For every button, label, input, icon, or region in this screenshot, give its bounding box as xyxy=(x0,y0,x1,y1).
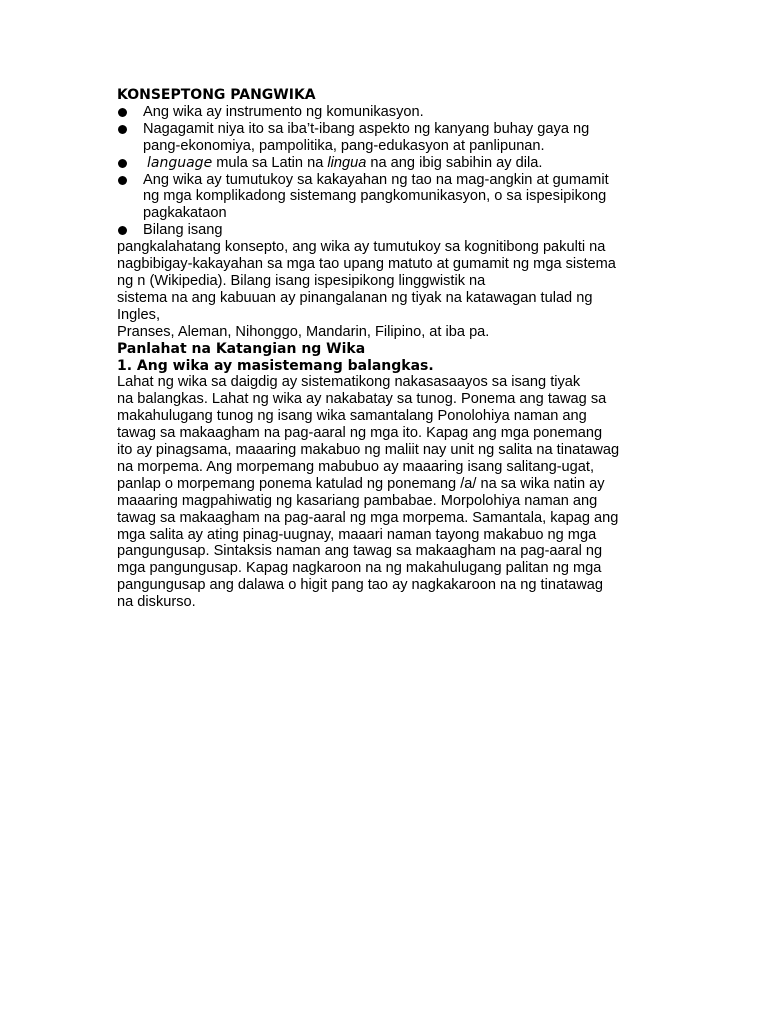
term-language: language xyxy=(147,154,213,171)
paragraph-line: mga pangungusap. Kapag nagkaroon na ng makahulugang palitan ng mga xyxy=(117,560,602,577)
paragraph-line: Ingles, xyxy=(117,306,160,323)
section-title: Panlahat na Katangian ng Wika xyxy=(117,340,366,357)
bullet-text: pang-ekonomiya, pampolitika, pang-edukasyon at panlipunan. xyxy=(143,137,545,154)
paragraph-line: makahulugang tunog ng isang wika samantalang Ponolohiya naman ang xyxy=(117,408,587,425)
bullet-text: Bilang isang xyxy=(143,222,223,239)
document-title: KONSEPTONG PANGWIKA xyxy=(117,87,316,103)
bullet-icon xyxy=(118,176,127,185)
paragraph-line: sistema na ang kabuuan ay pinangalanan ng tiyak na katawagan tulad ng xyxy=(117,289,593,306)
paragraph-line: pangungusap. Sintaksis naman ang tawag sa makaagham na pag-aaral ng xyxy=(117,543,603,560)
bullet-item xyxy=(117,172,677,223)
paragraph-line: panlap o morpemang ponema katulad ng ponemang /a/ na sa wika natin ay xyxy=(117,475,605,492)
bullet-text xyxy=(143,155,677,172)
intro-paragraph xyxy=(117,239,677,340)
paragraph-line: Lahat ng wika sa daigdig ay sistematikong nakasasaayos sa isang tiyak xyxy=(117,374,581,391)
paragraph-line: Pranses, Aleman, Nihonggo, Mandarin, Filipino, at iba pa. xyxy=(117,323,490,340)
paragraph-line: ito ay pinagsama, maaaring makabuo ng maliit nay unit ng salita na tinatawag xyxy=(117,442,620,459)
term-end: na ang ibig sabihin ay dila. xyxy=(366,154,543,171)
bullet-icon xyxy=(118,226,127,235)
document-page xyxy=(117,87,677,611)
bullet-icon xyxy=(118,159,127,168)
paragraph-line: na morpema. Ang morpemang mabubuo ay maaaring isang salitang-ugat, xyxy=(117,458,595,475)
bullet-icon xyxy=(118,125,127,134)
bullet-text: pagkakataon xyxy=(143,205,227,222)
paragraph-line: ng n (Wikipedia). Bilang isang ispesipikong linggwistik na xyxy=(117,272,486,289)
bullet-item xyxy=(117,222,677,239)
paragraph-line: tawag sa makaagham na pag-aaral ng mga morpema. Samantala, kapag ang xyxy=(117,509,619,526)
paragraph-line: pangungusap ang dalawa o higit pang tao ay nagkakaroon na ng tinatawag xyxy=(117,577,604,594)
bullet-item xyxy=(117,155,677,172)
term-mid: mula sa Latin na xyxy=(212,154,328,171)
bullet-list xyxy=(117,104,677,239)
bullet-text: ng mga komplikadong sistemang pangkomunikasyon, o sa ispesipikong xyxy=(143,188,607,205)
paragraph-line: mga salita ay ating pinag-uugnay, maaari naman tayong makabuo ng mga xyxy=(117,526,597,543)
bullet-text: Ang wika ay tumutukoy sa kakayahan ng tao na mag-angkin at gumamit xyxy=(143,171,609,188)
bullet-text: Nagagamit niya ito sa iba’t-ibang aspekto ng kanyang buhay gaya ng xyxy=(143,120,590,137)
subsection-title: 1. Ang wika ay masistemang balangkas. xyxy=(117,357,434,374)
bullet-text: Ang wika ay instrumento ng komunikasyon. xyxy=(143,103,424,120)
paragraph-line: nagbibigay-kakayahan sa mga tao upang matuto at gumamit ng mga sistema xyxy=(117,256,616,273)
paragraph-line: tawag sa makaagham na pag-aaral ng mga ito. Kapag ang mga ponemang xyxy=(117,425,603,442)
bullet-icon xyxy=(118,108,127,117)
paragraph-line: pangkalahatang konsepto, ang wika ay tumutukoy sa kognitibong pakulti na xyxy=(117,239,606,256)
body-paragraph xyxy=(117,374,677,611)
term-lingua: lingua xyxy=(327,154,367,171)
paragraph-line: na diskurso. xyxy=(117,594,196,611)
paragraph-line: maaaring magpahiwatig ng kasariang pambabae. Morpolohiya naman ang xyxy=(117,492,598,509)
paragraph-line: na balangkas. Lahat ng wika ay nakabatay sa tunog. Ponema ang tawag sa xyxy=(117,391,607,408)
bullet-item xyxy=(117,104,677,121)
bullet-item xyxy=(117,121,677,155)
